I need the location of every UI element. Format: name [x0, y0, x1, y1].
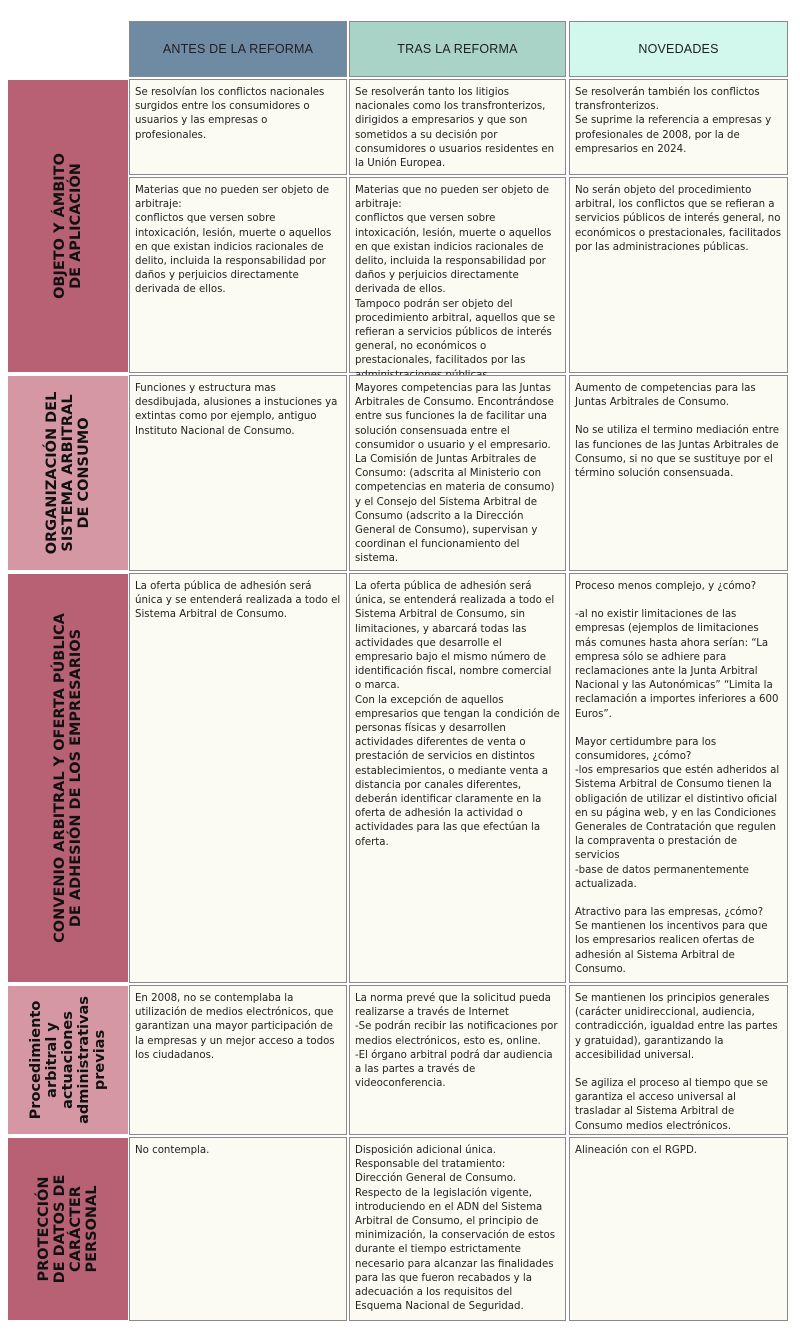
table-cell-antes: En 2008, no se contemplaba la utilización de medios electrónicos, que garantizan una mayor participación de la empresas y un mejor acceso a todos los ciudadanos. [129, 985, 347, 1135]
table-cell-tras: Mayores competencias para las Juntas Arbitrales de Consumo. Encontrándose entre sus funciones la de facilitar una solución consensuada entre el consumidor o usuario y el empresario. La Comisión de Juntas Arbitrales de Consumo: (adscrita al Ministerio con competencias en materia de consumo) y el Consejo del Sistema Arbitral de Consumo (adscrito a la Dirección General de Consumo), supervisan y coordinan el funcionamiento del sistema. [349, 375, 566, 571]
column-header-tras: TRAS LA REFORMA [349, 21, 566, 77]
table-cell-tras: Materias que no pueden ser objeto de arbitraje: conflictos que versen sobre intoxicación, lesión, muerte o aquellos en que existan indicios racionales de delito, incluida la responsabilidad por daños y perjuicios directamente derivada de ellos. Tampoco podrán ser objeto del procedimiento arbitral, aquellos que se refieran a servicios públicos de interés general, no económicos o prestacionales, facilitados por las [349, 177, 566, 373]
table-cell-antes: No contempla. [129, 1137, 347, 1321]
column-header-antes: ANTES DE LA REFORMA [129, 21, 347, 77]
table-cell-antes: Materias que no pueden ser objeto de arbitraje: conflictos que versen sobre intoxicación, lesión, muerte o aquellos en que existan indicios racionales de delito, incluida la responsabilidad por daños y perjuicios directamente derivada de ellos. [129, 177, 347, 373]
section-label-objeto: OBJETO Y ÁMBITO DE APLICACIÓN [8, 79, 128, 373]
table-cell-novedades: Se resolverán también los conflictos transfronterizos. Se suprime la referencia a empresas y profesionales de 2008, por la de empresarios en 2024. [569, 79, 788, 175]
section-label-proteccion-datos: PROTECCIÓN DE DATOS DE CARÁCTER PERSONAL [8, 1137, 128, 1321]
section-label-convenio: CONVENIO ARBITRAL Y OFERTA PÚBLICA DE ADHESIÓN DE LOS EMPRESARIOS [8, 573, 128, 983]
table-cell-novedades: Proceso menos complejo, y ¿cómo? -al no existir limitaciones de las empresas (ejemplos de limitaciones más comunes hasta ahora serían: “La empresa sólo se adhiere para reclamaciones ante la Junta Arbitral Nacional y las Autonómicas” “Limita la reclamación a importes inferiores a 600 Euros”. Mayor certidumbre para los consumidores, ¿cómo? -los empresarios que estén adheridos al Sistema Arbitral de Consumo tienen la obligación de utilizar el distintivo oficial en su página web, y en las Condiciones Generales de Contratación que regulen la compraventa o prestación de servicios -base de datos permanentemente actualizada. Atractivo para las empresas, ¿cómo? Se mantienen los incentivos para que los empresarios realicen ofertas de adhesión al Sistema Arbitral de Consumo. [569, 573, 788, 983]
table-cell-tras: Se resolverán tanto los litigios nacionales como los transfronterizos, dirigidos a empresarios y que son sometidos a su decisión por consumidores o usuarios residentes en la Unión Europea. [349, 79, 566, 175]
table-cell-novedades: Alineación con el RGPD. [569, 1137, 788, 1321]
section-label-procedimiento: Procedimiento arbitral y actuaciones administrativas previas [8, 985, 128, 1135]
table-cell-antes: La oferta pública de adhesión será única y se entenderá realizada a todo el Sistema Arbitral de Consumo. [129, 573, 347, 983]
column-header-novedades: NOVEDADES [569, 21, 788, 77]
table-cell-novedades: No serán objeto del procedimiento arbitral, los conflictos que se refieran a servicios públicos de interés general, no económicos o prestacionales, facilitados por las administraciones públicas. [569, 177, 788, 373]
section-label-organizacion: ORGANIZACIÓN DEL SISTEMA ARBITRAL DE CONSUMO [8, 375, 128, 571]
table-cell-novedades: Se mantienen los principios generales (carácter unidireccional, audiencia, contradicción, igualdad entre las partes y gratuidad), garantizando la accesibilidad universal. Se agiliza el proceso al tiempo que se garantiza el acceso universal al trasladar al Sistema Arbitral de Consumo medios electrónicos. [569, 985, 788, 1135]
table-cell-antes: Funciones y estructura mas desdibujada, alusiones a instuciones ya extintas como por ejemplo, antiguo Instituto Nacional de Consumo. [129, 375, 347, 571]
table-cell-tras: Disposición adicional única. Responsable del tratamiento: Dirección General de Consumo. Respecto de la legislación vigente, introduciendo en el ADN del Sistema Arbitral de Consumo, el principio de minimización, la conservación de estos durante el tiempo estrictamente necesario para alcanzar las finalidades para las que fueron recabados y la adecuación a los requisitos del Esquema Nacional de Seguridad. [349, 1137, 566, 1321]
table-cell-antes: Se resolvían los conflictos nacionales surgidos entre los consumidores o usuarios y las empresas o profesionales. [129, 79, 347, 175]
table-cell-tras: La oferta pública de adhesión será única, se entenderá realizada a todo el Sistema Arbitral de Consumo, sin limitaciones, y abarcará todas las actividades que desarrolle el empresario bajo el mismo número de identificación fiscal, nombre comercial o marca. Con la excepción de aquellos empresarios que tengan la condición de personas físicas y desarrollen actividades diferentes de venta o prestación de servicios en distintos establecimientos, o mediante venta a distancia por canales diferentes, deberán identificar claramente en la oferta de adhesión la actividad o actividades para las que efectúan la oferta. [349, 573, 566, 983]
table-cell-novedades: Aumento de competencias para las Juntas Arbitrales de Consumo. No se utiliza el termino mediación entre las funciones de las Juntas Arbitrales de Consumo, si no que se sustituye por el término solución consensuada. [569, 375, 788, 571]
table-cell-tras: La norma prevé que la solicitud pueda realizarse a través de Internet -Se podrán recibir las notificaciones por medios electrónicos, esto es, online. -El órgano arbitral podrá dar audiencia a las partes a través de videoconferencia. [349, 985, 566, 1135]
